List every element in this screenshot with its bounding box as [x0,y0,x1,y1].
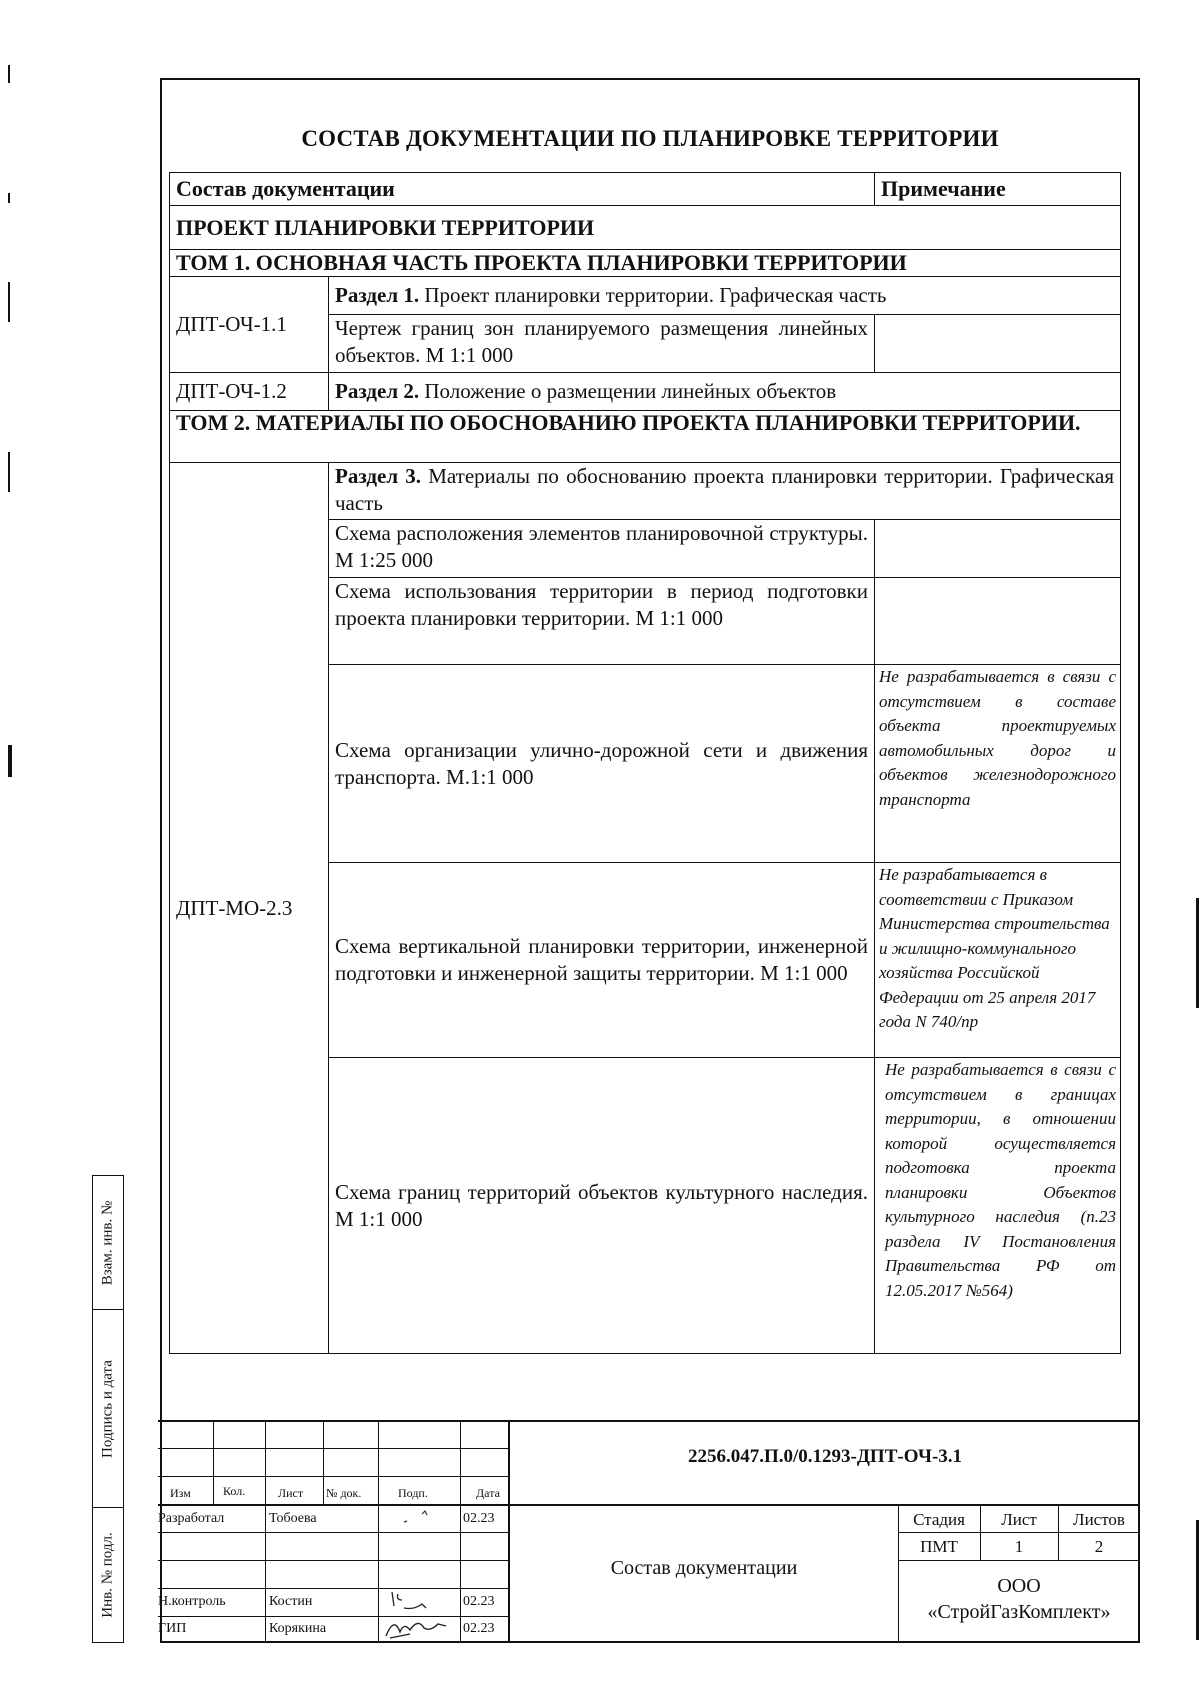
scheme-note: Не разрабатывается в связи с отсутствием в границах территории, в отношении которой осуществляется подготовка проекта планировки Объектов культурного наследия (п.23 раздела IV Постановления Правительства РФ от 12.05.2017 №564) [875,1058,1121,1354]
stage-value: ПМТ [920,1537,958,1556]
scan-mark [1196,898,1199,1008]
col-data: Дата [476,1486,500,1500]
role-norm-control: Н.контроль [158,1594,226,1609]
scheme-note: Не разрабатывается в связи с отсутствием в составе объекта проектируемых автомобильных дорог и объектов железнодорожного транспорта [875,665,1121,863]
table-row [170,373,1121,411]
header-composition: Состав документации [170,173,875,206]
role-gip: ГИП [158,1621,187,1636]
scheme-item: Схема организации улично-дорожной сети и движения транспорта. М.1:1 000 [329,665,875,863]
section1-label: Раздел 1. [335,283,420,307]
table-row [170,206,1121,250]
date-developer: 02.23 [463,1511,495,1526]
col-nodok: № док. [326,1486,362,1500]
drawing-1-note [875,315,1121,373]
section2-text: Положение о размещении линейных объектов [419,379,837,403]
scheme-item: Схема использования территории в период подготовки проекта планировки территории. М 1:1 000 [329,578,875,665]
col-izm: Изм [170,1486,191,1500]
col-kol: Кол. [223,1484,246,1498]
scheme-note: Не разрабатывается в соответствии с Приказом Министерства строительства и жилищно-коммунального хозяйства Российской Федерации от 25 апреля 2017 года N 740/пр [875,863,1121,1058]
scheme-note [875,578,1121,665]
scheme-item: Схема границ территорий объектов культурного наследия. М 1:1 000 [329,1058,875,1354]
name-gip: Корякина [269,1621,327,1636]
sheet-value: 1 [1014,1537,1024,1556]
header-note: Примечание [875,173,1121,206]
table-row [170,463,1121,520]
role-developer: Разработал [158,1511,225,1526]
table-header-row [170,173,1121,206]
scheme-item: Схема вертикальной планировки территории, инженерной подготовки и инженерной защиты территории. М 1:1 000 [329,863,875,1058]
table-row [170,250,1121,277]
table-row [170,277,1121,315]
name-developer: Тобоева [269,1511,317,1526]
table-row [170,411,1121,463]
scan-mark [8,745,12,777]
sheets-value: 2 [1094,1537,1104,1556]
scan-mark [8,193,10,203]
section1-text: Проект планировки территории. Графическая часть [419,283,887,307]
col-podp: Подп. [398,1486,428,1500]
date-norm-control: 02.23 [463,1594,495,1609]
org-line2: «СтройГазКомплект» [927,1601,1111,1623]
stamp-podpis-data: Подпись и дата [92,1310,124,1508]
scheme-note [875,520,1121,578]
section3-text: Материалы по обоснованию проекта планировки территории. Графическая часть [335,464,1114,515]
signature-gip [380,1614,458,1642]
org-line1: ООО [997,1575,1041,1597]
scheme-item: Схема расположения элементов планировочной структуры. М 1:25 000 [329,520,875,578]
scan-mark [8,282,10,322]
documentation-table [169,172,1121,1354]
date-gip: 02.23 [463,1621,495,1636]
stamp-vzam-inv: Взам. инв. № [92,1175,124,1310]
stage-label: Стадия [913,1510,965,1529]
section3-cell [329,463,1121,520]
signature-developer [398,1506,438,1528]
sheet-label: Лист [1001,1510,1037,1529]
col-list: Лист [278,1486,304,1500]
project-heading: ПРОЕКТ ПЛАНИРОВКИ ТЕРРИТОРИИ [170,206,1121,250]
scan-mark [1196,1520,1199,1640]
scan-mark [8,65,10,83]
section3-label: Раздел 3. [335,464,422,488]
volume1-heading: ТОМ 1. ОСНОВНАЯ ЧАСТЬ ПРОЕКТА ПЛАНИРОВКИ ТЕРРИТОРИИ [170,250,1121,277]
scan-mark [8,452,10,492]
document-title: СОСТАВ ДОКУМЕНТАЦИИ ПО ПЛАНИРОВКЕ ТЕРРИТОРИИ [301,126,999,151]
section2-label: Раздел 2. [335,379,420,403]
code-2-3: ДПТ-МО-2.3 [170,463,329,1354]
code-1-1: ДПТ-ОЧ-1.1 [170,277,329,373]
name-norm-control: Костин [269,1594,313,1609]
stamp-inv-podl: Инв. № подл. [92,1508,124,1643]
document-code: 2256.047.П.0/0.1293-ДПТ-ОЧ-3.1 [687,1446,963,1467]
code-1-2: ДПТ-ОЧ-1.2 [170,373,329,411]
sheets-label: Листов [1073,1510,1125,1529]
volume2-heading: ТОМ 2. МАТЕРИАЛЫ ПО ОБОСНОВАНИЮ ПРОЕКТА ПЛАНИРОВКИ ТЕРРИТОРИИ. [170,411,1121,463]
document-name: Состав документации [610,1557,798,1579]
title-block [158,1420,1140,1643]
section2-cell [329,373,1121,411]
drawing-1: Чертеж границ зон планируемого размещения линейных объектов. М 1:1 000 [329,315,875,373]
section1-cell [329,277,1121,315]
signature-norm-control [384,1586,444,1614]
